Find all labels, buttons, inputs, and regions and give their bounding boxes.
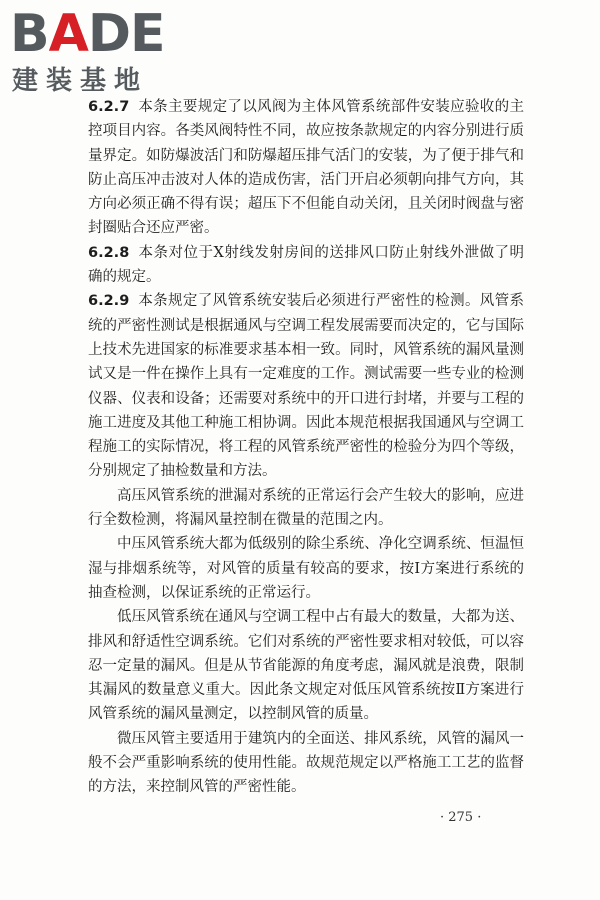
page-number: · 275 · <box>440 810 482 825</box>
logo-letters-de: DE <box>87 4 165 64</box>
logo-letter-a-accent: A <box>48 4 88 64</box>
clause-number: 6.2.8 <box>88 244 130 261</box>
clause-paragraph <box>88 241 524 290</box>
body-paragraph: 低压风管系统在通风与空调工程中占有最大的数量，大都为送、排风和舒适性空调系统。它们对系统的严密性要求相对较低，可以容忍一定量的漏风。但是从节省能源的角度考虑，漏风就是浪费，限制其漏风的数量意义重大。因此条文规定对低压风管系统按Ⅱ方案进行风管系统的漏风量测定，以控制风管的质量。 <box>88 609 524 723</box>
clause-number: 6.2.7 <box>88 99 130 115</box>
body-paragraph: 微压风管主要适用于建筑内的全面送、排风系统，风管的漏风一般不会严重影响系统的使用性能。故规范规定以严格施工工艺的监督的方法，来控制风管的严密性能。 <box>88 730 524 796</box>
clause-paragraph <box>88 95 524 241</box>
clause-number: 6.2.9 <box>88 293 130 310</box>
clause-text: 本条主要规定了以风阀为主体风管系统部件安装应验收的主控项目内容。各类风阀特性不同，故应按条款规定的内容分别进行质量界定。如防爆波活门和防爆超压排气活门的安装，为了便于排气和防止高压冲击波对人体的造成伤害，活门开启必须朝向排气方向，其方向必须正确不得有误；超压下不但能自动关闭，且关闭时阀盘与密封圈贴合还应严密。 <box>88 99 524 237</box>
document-body <box>88 95 524 800</box>
logo-subtitle: 建装基地 <box>12 66 149 96</box>
clause-text: 本条对位于X射线发射房间的送排风口防止射线外泄做了明确的规定。 <box>88 244 524 286</box>
logo-wordmark <box>10 6 165 62</box>
body-paragraph: 高压风管系统的泄漏对系统的正常运行会产生较大的影响，应进行全数检测，将漏风量控制在微量的范围之内。 <box>88 487 524 529</box>
clause-text: 本条规定了风管系统安装后必须进行严密性的检测。风管系统的严密性测试是根据通风与空调工程发展需要而决定的，它与国际上技术先进国家的标准要求基本相一致。同时，风管系统的漏风量测试又是一件在操作上具有一定难度的工作。测试需要一些专业的检测仪器、仪表和设备；还需要对系统中的开口进行封堵，并要与工程的施工进度及其他工种施工相协调。因此本规范根据我国通风与空调工程施工的实际情况，将工程的风管系统严密性的检验分为四个等级，分别规定了抽检数量和方法。 <box>88 293 524 480</box>
logo-letter-b: B <box>10 4 49 64</box>
bade-logo <box>10 6 180 96</box>
body-paragraph: 中压风管系统大都为低级别的除尘系统、净化空调系统、恒温恒湿与排烟系统等，对风管的质量有较高的要求，按Ⅰ方案进行系统的抽查检测，以保证系统的正常运行。 <box>88 536 524 601</box>
clause-paragraph <box>88 289 524 483</box>
